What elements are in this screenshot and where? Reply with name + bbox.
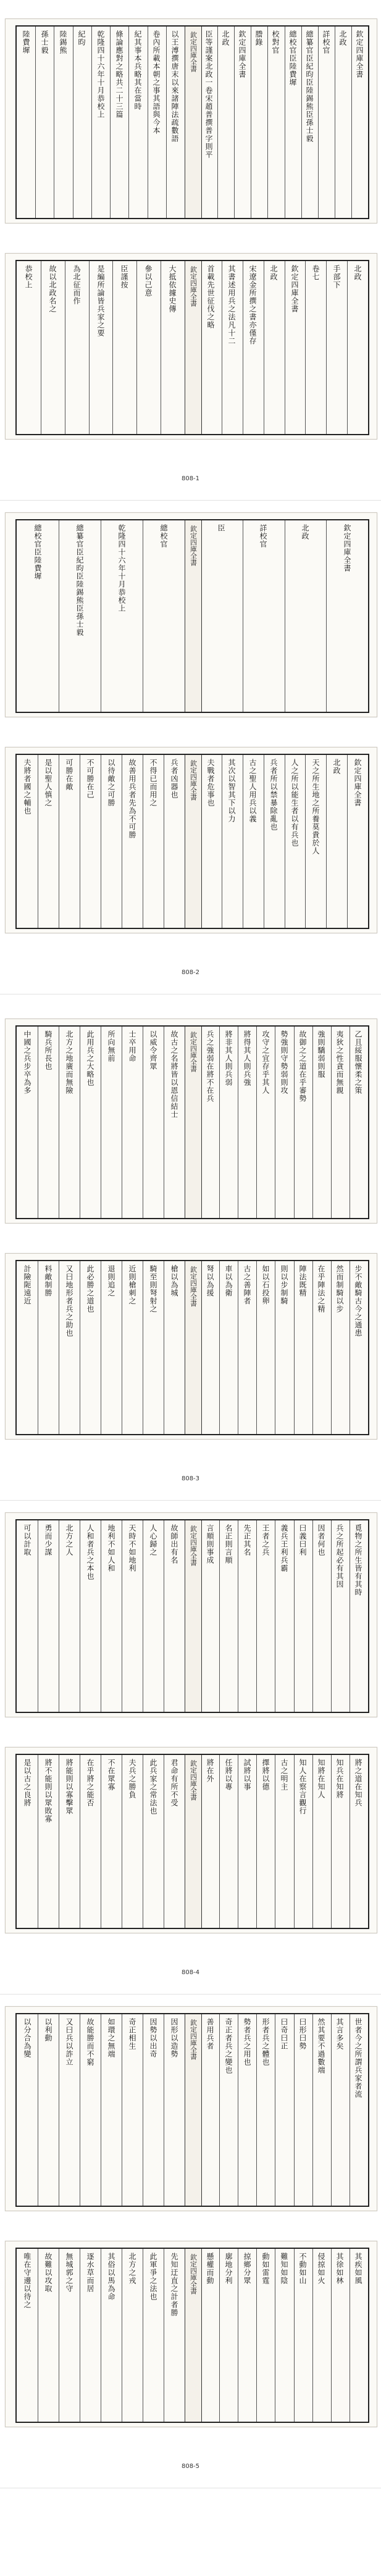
fold-title: 欽定四庫全書: [189, 760, 198, 801]
text-column: 為北征而作: [72, 265, 81, 305]
text-column: 可以計取: [23, 1524, 31, 1556]
text-frame: [15, 25, 369, 219]
fold-title: 欽定四庫全書: [189, 266, 198, 307]
text-column: 擇將以德: [261, 1759, 270, 1791]
text-column: 北方之人: [65, 1524, 73, 1556]
text-column: 然其要不過數端: [317, 2018, 325, 2074]
text-column: 動如雷霆: [261, 2253, 270, 2285]
book-leaf: [5, 1019, 377, 1223]
column-rule: [326, 261, 327, 434]
text-column: 此必勝之道也: [86, 1265, 94, 1313]
column-rule: [35, 27, 36, 218]
text-column: 故古之名將皆以恩信結士: [170, 1030, 178, 1119]
text-column: 先正其名: [243, 1524, 251, 1556]
book-leaf: [5, 1747, 377, 1933]
text-column: 總校官: [159, 524, 168, 548]
column-rule: [312, 1755, 313, 1928]
text-column: 校對官: [271, 30, 280, 54]
text-frame: [15, 2013, 369, 2207]
text-column: 北政: [301, 524, 309, 540]
page-separator: [0, 500, 381, 501]
text-column: 任將以專: [224, 1759, 233, 1791]
book-leaf: [5, 2241, 377, 2427]
text-column: 人之所以能生者以有兵也: [290, 759, 299, 847]
text-column: 將之道在知兵: [354, 1759, 362, 1807]
column-rule: [318, 27, 319, 218]
book-leaf: [5, 1253, 377, 1440]
fold-title: 欽定四庫全書: [189, 525, 198, 566]
text-column: 紀其事本兵略其在當時: [133, 30, 142, 110]
text-column: 故善用兵者先為不可勝: [128, 759, 136, 839]
text-column: 是編所論皆兵家之要: [96, 265, 105, 337]
text-column: 廓地分利: [224, 2253, 233, 2285]
column-rule: [312, 1261, 313, 1434]
text-column: 將不能則以眾敗寡: [44, 1759, 52, 1823]
text-column: 將非其人則兵弱: [224, 1030, 233, 1086]
text-column: 覓物之所生皆有其時: [354, 1524, 362, 1596]
text-frame: [15, 519, 369, 713]
text-column: 詳校官: [322, 30, 330, 54]
text-column: 世者今之所謂兵家者流: [354, 2018, 362, 2098]
column-rule: [331, 1261, 332, 1434]
text-column: 因形以造勢: [170, 2018, 178, 2058]
text-column: 兵之強弱在將不在兵: [206, 1030, 214, 1103]
column-rule: [351, 27, 352, 218]
text-column: 陣法既精: [298, 1265, 307, 1297]
text-column: 其書述用兵之法凡十二: [227, 265, 236, 345]
column-rule: [112, 261, 113, 434]
text-column: 可勝在敵: [65, 759, 73, 791]
page-separator: [0, 1500, 381, 1501]
text-column: 侵掠如火: [317, 2253, 325, 2285]
fold-title: 欽定四庫全書: [189, 1266, 198, 1307]
text-column: 騎至則弩射之: [149, 1265, 157, 1313]
text-column: 以威令齊眾: [149, 1030, 157, 1070]
text-column: 北政: [269, 265, 278, 281]
text-column: 不可勝在己: [86, 759, 94, 799]
page-number: 808-1: [181, 475, 200, 482]
text-column: 天時不如地利: [128, 1524, 136, 1572]
column-rule: [294, 1261, 295, 1434]
text-column: 其俗以馬為命: [107, 2253, 115, 2301]
fold-title: 欽定四庫全書: [189, 2254, 198, 2295]
text-column: 宋遼金所撰之書亦僅存: [248, 265, 257, 345]
text-column: 兵之所起必有其因: [335, 1524, 344, 1588]
text-column: 夫戰者危事也: [206, 759, 215, 807]
text-column: 退則追之: [107, 1265, 115, 1297]
text-column: 人和者兵之本也: [86, 1524, 94, 1580]
text-column: 總纂官臣紀昀臣陸錫熊臣孫士毅: [75, 524, 84, 636]
text-column: 料敵制勝: [44, 1265, 52, 1297]
text-column: 兵者凶器也: [170, 759, 178, 799]
text-column: 故難以攻取: [44, 2253, 52, 2293]
column-rule: [312, 1027, 313, 1218]
text-column: 不得已而用之: [149, 759, 157, 807]
text-column: 攻守之宜存乎其人: [261, 1030, 270, 1094]
text-column: 難知如陰: [280, 2253, 288, 2285]
text-column: 無城郭之守: [65, 2253, 73, 2293]
text-column: 地利不如人和: [107, 1524, 115, 1572]
text-column: 故以北政名之: [48, 265, 57, 313]
text-frame: [15, 1519, 369, 1713]
text-column: 以利動: [44, 2018, 52, 2042]
text-column: 夷狄之性貪而無親: [335, 1030, 344, 1094]
book-leaf: [5, 1512, 377, 1717]
column-rule: [331, 2249, 332, 2422]
text-column: 所向無前: [107, 1030, 115, 1062]
text-column: 將能則以寡擊眾: [65, 1759, 73, 1815]
fold-title: 欽定四庫全書: [189, 1760, 198, 1801]
column-rule: [256, 2014, 257, 2206]
text-column: 王者之兵: [261, 1524, 270, 1556]
text-column: 以王溥撰唐末以來諸陣法疏數語: [170, 30, 179, 143]
text-column: 曰形曰勢: [298, 2018, 307, 2050]
column-rule: [110, 27, 111, 218]
text-column: 不在眾寡: [107, 1759, 115, 1791]
text-column: 曰義曰利: [298, 1524, 307, 1556]
text-column: 試將以事: [243, 1759, 251, 1791]
document-page: [0, 2000, 381, 2494]
column-rule: [267, 27, 268, 218]
column-rule: [305, 261, 306, 434]
text-column: 形者兵之體也: [261, 2018, 270, 2066]
text-frame: [15, 754, 369, 929]
text-column: 槍以為城: [170, 1265, 178, 1297]
text-column: 弩以為援: [206, 1265, 214, 1297]
book-leaf: [5, 253, 377, 440]
column-rule: [294, 1755, 295, 1928]
column-rule: [219, 2014, 220, 2206]
text-column: 中國之兵步卒為多: [23, 1030, 31, 1094]
text-column: 此用兵之大略也: [86, 1030, 94, 1086]
column-rule: [128, 27, 129, 218]
column-rule: [256, 1520, 257, 1712]
fold-margin: [185, 520, 202, 712]
column-rule: [234, 27, 235, 218]
text-column: 士卒用命: [128, 1030, 136, 1062]
text-column: 其言多矣: [335, 2018, 344, 2050]
text-column: 人心歸之: [149, 1524, 157, 1556]
column-rule: [331, 1755, 332, 1928]
column-rule: [166, 27, 167, 218]
text-frame: [15, 1260, 369, 1435]
text-column: 卷七: [311, 265, 320, 281]
text-column: 臣等謹案北政一卷宋趙普撰普字則平: [204, 30, 213, 159]
text-column: 北政: [221, 30, 230, 46]
text-column: 然而制騎以步: [335, 1265, 344, 1313]
text-column: 勇而少謀: [44, 1524, 52, 1556]
column-rule: [217, 27, 218, 218]
text-column: 乙且綏服懷柔之策: [354, 1030, 362, 1094]
fold-margin: [185, 261, 202, 434]
column-rule: [219, 1520, 220, 1712]
text-column: 曰奇曰正: [280, 2018, 288, 2050]
column-rule: [294, 2249, 295, 2422]
text-column: 總纂官臣紀昀臣陸錫熊臣孫士毅: [305, 30, 314, 143]
text-column: 欽定四庫全書: [355, 30, 364, 78]
text-column: 其徐如林: [335, 2253, 344, 2285]
text-column: 古之聖人用兵以義: [248, 759, 257, 823]
text-column: 在乎陣法之精: [317, 1265, 325, 1313]
text-column: 臣謹按: [120, 265, 128, 289]
fold-margin: [185, 755, 202, 928]
text-column: 以待敵之可勝: [107, 759, 115, 807]
text-column: 北政: [353, 265, 362, 281]
column-rule: [331, 2014, 332, 2206]
text-column: 君命有所不受: [170, 1759, 178, 1807]
text-frame: [15, 1025, 369, 1219]
column-rule: [219, 1755, 220, 1928]
text-column: 知將在知人: [317, 1759, 325, 1799]
text-column: 欽定四庫全書: [343, 524, 351, 572]
text-column: 唯在守邊以待之: [23, 2253, 31, 2309]
page-number: 808-4: [181, 1969, 200, 1976]
column-rule: [219, 1027, 220, 1218]
text-column: 北政: [338, 30, 347, 46]
fold-margin: [185, 1027, 202, 1218]
text-column: 又曰兵以詐立: [65, 2018, 73, 2066]
text-column: 奇正相生: [128, 2018, 136, 2050]
text-column: 將得其人則兵強: [243, 1030, 251, 1086]
text-column: 又曰地形者兵之助也: [65, 1265, 73, 1337]
column-rule: [305, 755, 306, 928]
text-column: 其疾如風: [354, 2253, 362, 2285]
column-rule: [347, 755, 348, 928]
text-column: 不動如山: [298, 2253, 307, 2285]
text-frame: [15, 2248, 369, 2423]
column-rule: [326, 520, 327, 712]
text-column: 善用兵者: [206, 2018, 214, 2050]
fold-margin: [185, 27, 202, 218]
text-column: 乾隆四十六年十月恭校上: [96, 30, 105, 119]
text-column: 手部下: [332, 265, 341, 289]
text-column: 此兵家之常法也: [149, 1759, 157, 1815]
text-column: 總校官臣陸費墀: [33, 524, 42, 580]
column-rule: [219, 2249, 220, 2422]
column-rule: [256, 1027, 257, 1218]
text-column: 首載先世征伐之略: [206, 265, 215, 329]
text-column: 步不敵騎古今之通患: [354, 1265, 362, 1337]
text-frame: [15, 260, 369, 435]
text-column: 總校官臣陸費墀: [288, 30, 297, 86]
text-column: 故師出有名: [170, 1524, 178, 1564]
book-leaf: [5, 512, 377, 717]
text-column: 陸錫熊: [59, 30, 67, 54]
column-rule: [312, 1520, 313, 1712]
text-column: 掠鄉分眾: [243, 2253, 251, 2285]
book-leaf: [5, 19, 377, 223]
column-rule: [256, 1261, 257, 1434]
text-column: 因者何也: [317, 1524, 325, 1556]
text-column: 懸權而動: [206, 2253, 214, 2285]
text-column: 欽定四庫全書: [290, 265, 299, 313]
text-column: 計險阨遠近: [23, 1265, 31, 1305]
text-column: 欽定四庫全書: [238, 30, 246, 78]
text-column: 因勢以出奇: [149, 2018, 157, 2058]
text-column: 知兵在知將: [335, 1759, 344, 1799]
page-number: 808-2: [181, 969, 200, 976]
text-column: 則以步制騎: [280, 1265, 288, 1305]
column-rule: [331, 1027, 332, 1218]
text-column: 在乎將之能否: [86, 1759, 94, 1807]
column-rule: [331, 1520, 332, 1712]
text-column: 強則驕弱則服: [317, 1030, 325, 1078]
page-separator: [0, 1994, 381, 1995]
text-column: 古之善陣者: [243, 1265, 251, 1305]
text-column: 騎兵所長也: [44, 1030, 52, 1070]
text-column: 以分合為變: [23, 2018, 31, 2058]
text-column: 勢強則守勢弱則攻: [280, 1030, 288, 1094]
text-column: 將在外: [206, 1759, 214, 1783]
text-column: 車以為衛: [224, 1265, 233, 1297]
text-column: 夫將者國之輔也: [23, 759, 31, 815]
text-column: 孫士毅: [40, 30, 49, 54]
text-column: 如以石投卵: [261, 1265, 270, 1305]
text-column: 詳校官: [259, 524, 267, 548]
text-column: 陸費墀: [22, 30, 30, 54]
text-column: 逐水草而居: [86, 2253, 94, 2293]
column-rule: [136, 261, 137, 434]
column-rule: [326, 755, 327, 928]
column-rule: [256, 2249, 257, 2422]
text-column: 臣: [217, 524, 225, 532]
text-column: 勢者兵之用也: [243, 2018, 251, 2066]
document-page: [0, 12, 381, 506]
fold-margin: [185, 1755, 202, 1928]
document-page: [0, 1506, 381, 2000]
text-column: 謄錄: [254, 30, 263, 46]
document-page: [0, 1012, 381, 1506]
page-number: 808-5: [181, 2463, 200, 2470]
column-rule: [294, 1520, 295, 1712]
text-column: 名正則言順: [224, 1524, 233, 1564]
text-column: 紀昀: [77, 30, 86, 46]
text-column: 北方之地廣而無險: [65, 1030, 73, 1094]
text-column: 義兵王利兵霸: [280, 1524, 288, 1572]
fold-margin: [185, 2249, 202, 2422]
text-column: 言順則事成: [206, 1524, 214, 1564]
text-column: 其次以智其下以力: [227, 759, 236, 823]
text-column: 故能勝而不窮: [86, 2018, 94, 2066]
document-page: [0, 506, 381, 1000]
column-rule: [219, 1261, 220, 1434]
text-column: 參以己意: [144, 265, 153, 297]
text-column: 兵者所以禁暴除亂也: [269, 759, 278, 831]
fold-margin: [185, 2014, 202, 2206]
text-column: 北方之戎: [128, 2253, 136, 2285]
text-column: 北政: [332, 759, 341, 775]
text-column: 奇正者兵之變也: [224, 2018, 233, 2074]
text-column: 大抵依據史傳: [168, 265, 177, 313]
column-rule: [91, 27, 92, 218]
text-column: 是以聖人慎之: [44, 759, 52, 807]
fold-margin: [185, 1520, 202, 1712]
text-column: 如環之無端: [107, 2018, 115, 2058]
text-frame: [15, 1754, 369, 1929]
text-column: 恭校上: [24, 265, 33, 289]
text-column: 是以古之良將: [23, 1759, 31, 1807]
fold-title: 欽定四庫全書: [189, 2019, 198, 2060]
column-rule: [347, 261, 348, 434]
column-rule: [89, 261, 90, 434]
text-column: 知人在察言觀行: [298, 1759, 307, 1815]
text-column: 先知迂直之計者勝: [170, 2253, 178, 2317]
column-rule: [312, 2014, 313, 2206]
text-column: 古之明主: [280, 1759, 288, 1791]
book-leaf: [5, 2006, 377, 2211]
fold-title: 欽定四庫全書: [189, 1032, 198, 1072]
page-number: 808-3: [181, 1475, 200, 1482]
text-column: 欽定四庫全書: [353, 759, 362, 807]
fold-title: 欽定四庫全書: [189, 31, 198, 72]
text-column: 故御之之道在乎審勢: [298, 1030, 307, 1103]
column-rule: [301, 27, 302, 218]
fold-title: 欽定四庫全書: [189, 1525, 198, 1566]
column-rule: [312, 2249, 313, 2422]
column-rule: [256, 1755, 257, 1928]
fold-margin: [185, 1261, 202, 1434]
text-column: 夫兵之勝負: [128, 1759, 136, 1799]
text-column: 近則槍刺之: [128, 1265, 136, 1305]
text-column: 此軍爭之法也: [149, 2253, 157, 2301]
book-leaf: [5, 747, 377, 933]
column-rule: [294, 2014, 295, 2206]
text-column: 乾隆四十六年十月恭校上: [117, 524, 126, 612]
column-rule: [294, 1027, 295, 1218]
text-column: 卷內所載本朝之事其語與今本: [152, 30, 161, 135]
text-column: 天之所生地之所養莫貴於人: [311, 759, 320, 855]
text-column: 條論應對之略共二十三篇: [115, 30, 124, 119]
